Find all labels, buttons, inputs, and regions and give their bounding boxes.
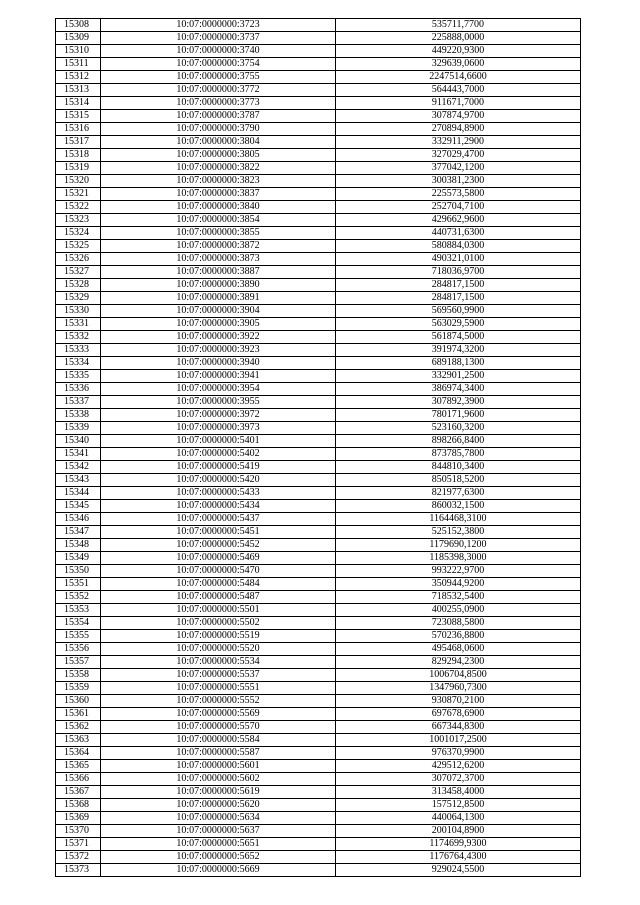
- row-number-cell: 15346: [56, 513, 101, 526]
- cadastral-number-cell: 10:07:0000000:3887: [101, 266, 336, 279]
- cadastral-number-cell: 10:07:0000000:5519: [101, 630, 336, 643]
- cadastral-number-cell: 10:07:0000000:5552: [101, 695, 336, 708]
- cadastral-number-cell: 10:07:0000000:3954: [101, 383, 336, 396]
- cadastral-number-cell: 10:07:0000000:5534: [101, 656, 336, 669]
- cadastral-number-cell: 10:07:0000000:5433: [101, 487, 336, 500]
- row-number-cell: 15360: [56, 695, 101, 708]
- table-row: [56, 214, 581, 227]
- row-number-cell: 15344: [56, 487, 101, 500]
- row-number-cell: 15367: [56, 786, 101, 799]
- value-cell: 391974,3200: [336, 344, 581, 357]
- cadastral-number-cell: 10:07:0000000:3837: [101, 188, 336, 201]
- cadastral-number-cell: 10:07:0000000:3740: [101, 45, 336, 58]
- table-row: [56, 747, 581, 760]
- row-number-cell: 15345: [56, 500, 101, 513]
- row-number-cell: 15370: [56, 825, 101, 838]
- row-number-cell: 15361: [56, 708, 101, 721]
- cadastral-number-cell: 10:07:0000000:3940: [101, 357, 336, 370]
- cadastral-number-cell: 10:07:0000000:3891: [101, 292, 336, 305]
- row-number-cell: 15357: [56, 656, 101, 669]
- value-cell: 332911,2900: [336, 136, 581, 149]
- row-number-cell: 15363: [56, 734, 101, 747]
- table-row: [56, 786, 581, 799]
- cadastral-number-cell: 10:07:0000000:3905: [101, 318, 336, 331]
- row-number-cell: 15319: [56, 162, 101, 175]
- table-row: [56, 591, 581, 604]
- row-number-cell: 15343: [56, 474, 101, 487]
- table-row: [56, 188, 581, 201]
- row-number-cell: 15352: [56, 591, 101, 604]
- table-row: [56, 409, 581, 422]
- value-cell: 697678,6900: [336, 708, 581, 721]
- value-cell: 564443,7000: [336, 84, 581, 97]
- value-cell: 440064,1300: [336, 812, 581, 825]
- value-cell: 976370,9900: [336, 747, 581, 760]
- table-row: [56, 370, 581, 383]
- value-cell: 860032,1500: [336, 500, 581, 513]
- cadastral-number-cell: 10:07:0000000:5452: [101, 539, 336, 552]
- row-number-cell: 15337: [56, 396, 101, 409]
- value-cell: 1006704,8500: [336, 669, 581, 682]
- table-row: [56, 656, 581, 669]
- value-cell: 386974,3400: [336, 383, 581, 396]
- value-cell: 225573,5800: [336, 188, 581, 201]
- row-number-cell: 15320: [56, 175, 101, 188]
- row-number-cell: 15373: [56, 864, 101, 877]
- cadastral-number-cell: 10:07:0000000:5584: [101, 734, 336, 747]
- row-number-cell: 15354: [56, 617, 101, 630]
- row-number-cell: 15350: [56, 565, 101, 578]
- row-number-cell: 15324: [56, 227, 101, 240]
- table-row: [56, 695, 581, 708]
- value-cell: 718036,9700: [336, 266, 581, 279]
- row-number-cell: 15310: [56, 45, 101, 58]
- cadastral-number-cell: 10:07:0000000:5601: [101, 760, 336, 773]
- value-cell: 873785,7800: [336, 448, 581, 461]
- cadastral-number-cell: 10:07:0000000:5551: [101, 682, 336, 695]
- cadastral-number-cell: 10:07:0000000:5520: [101, 643, 336, 656]
- cadastral-number-cell: 10:07:0000000:3923: [101, 344, 336, 357]
- cadastral-number-cell: 10:07:0000000:5434: [101, 500, 336, 513]
- row-number-cell: 15340: [56, 435, 101, 448]
- cadastral-number-cell: 10:07:0000000:3755: [101, 71, 336, 84]
- value-cell: 1164468,3100: [336, 513, 581, 526]
- table-row: [56, 110, 581, 123]
- value-cell: 1174699,9300: [336, 838, 581, 851]
- table-row: [56, 45, 581, 58]
- value-cell: 535711,7700: [336, 19, 581, 32]
- row-number-cell: 15330: [56, 305, 101, 318]
- value-cell: 667344,8300: [336, 721, 581, 734]
- table-row: [56, 19, 581, 32]
- row-number-cell: 15329: [56, 292, 101, 305]
- table-row: [56, 292, 581, 305]
- table-row: [56, 58, 581, 71]
- table-row: [56, 84, 581, 97]
- value-cell: 821977,6300: [336, 487, 581, 500]
- value-cell: 284817,1500: [336, 279, 581, 292]
- cadastral-number-cell: 10:07:0000000:5619: [101, 786, 336, 799]
- row-number-cell: 15308: [56, 19, 101, 32]
- table-row: [56, 71, 581, 84]
- cadastral-number-cell: 10:07:0000000:3973: [101, 422, 336, 435]
- row-number-cell: 15359: [56, 682, 101, 695]
- table-row: [56, 149, 581, 162]
- cadastral-number-cell: 10:07:0000000:3904: [101, 305, 336, 318]
- cadastral-number-cell: 10:07:0000000:5569: [101, 708, 336, 721]
- value-cell: 2247514,6600: [336, 71, 581, 84]
- row-number-cell: 15328: [56, 279, 101, 292]
- table-row: [56, 227, 581, 240]
- table-row: [56, 123, 581, 136]
- cadastral-number-cell: 10:07:0000000:5634: [101, 812, 336, 825]
- cadastral-number-cell: 10:07:0000000:5651: [101, 838, 336, 851]
- value-cell: 313458,4000: [336, 786, 581, 799]
- row-number-cell: 15311: [56, 58, 101, 71]
- cadastral-number-cell: 10:07:0000000:3854: [101, 214, 336, 227]
- cadastral-number-cell: 10:07:0000000:3823: [101, 175, 336, 188]
- value-cell: 200104,8900: [336, 825, 581, 838]
- cadastral-number-cell: 10:07:0000000:3840: [101, 201, 336, 214]
- row-number-cell: 15338: [56, 409, 101, 422]
- row-number-cell: 15364: [56, 747, 101, 760]
- value-cell: 327029,4700: [336, 149, 581, 162]
- value-cell: 307874,9700: [336, 110, 581, 123]
- value-cell: 284817,1500: [336, 292, 581, 305]
- table-row: [56, 734, 581, 747]
- cadastral-number-cell: 10:07:0000000:5420: [101, 474, 336, 487]
- cadastral-number-cell: 10:07:0000000:3873: [101, 253, 336, 266]
- table-row: [56, 617, 581, 630]
- cadastral-number-cell: 10:07:0000000:3922: [101, 331, 336, 344]
- table-row: [56, 201, 581, 214]
- table-row: [56, 643, 581, 656]
- value-cell: 332901,2500: [336, 370, 581, 383]
- value-cell: 270894,8900: [336, 123, 581, 136]
- table-row: [56, 500, 581, 513]
- value-cell: 525152,3800: [336, 526, 581, 539]
- value-cell: 490321,0100: [336, 253, 581, 266]
- cadastral-number-cell: 10:07:0000000:3787: [101, 110, 336, 123]
- table-row: [56, 825, 581, 838]
- table-body: [56, 19, 581, 877]
- cadastral-number-cell: 10:07:0000000:5570: [101, 721, 336, 734]
- row-number-cell: 15323: [56, 214, 101, 227]
- cadastral-number-cell: 10:07:0000000:5669: [101, 864, 336, 877]
- table-row: [56, 266, 581, 279]
- table-row: [56, 682, 581, 695]
- table-row: [56, 32, 581, 45]
- table-row: [56, 461, 581, 474]
- row-number-cell: 15368: [56, 799, 101, 812]
- row-number-cell: 15362: [56, 721, 101, 734]
- table-row: [56, 331, 581, 344]
- row-number-cell: 15349: [56, 552, 101, 565]
- value-cell: 911671,7000: [336, 97, 581, 110]
- cadastral-number-cell: 10:07:0000000:5637: [101, 825, 336, 838]
- row-number-cell: 15322: [56, 201, 101, 214]
- value-cell: 829294,2300: [336, 656, 581, 669]
- row-number-cell: 15312: [56, 71, 101, 84]
- value-cell: 300381,2300: [336, 175, 581, 188]
- row-number-cell: 15372: [56, 851, 101, 864]
- row-number-cell: 15336: [56, 383, 101, 396]
- table-row: [56, 175, 581, 188]
- value-cell: 929024,5500: [336, 864, 581, 877]
- row-number-cell: 15314: [56, 97, 101, 110]
- table-row: [56, 565, 581, 578]
- table-row: [56, 487, 581, 500]
- table-row: [56, 773, 581, 786]
- cadastral-number-cell: 10:07:0000000:5437: [101, 513, 336, 526]
- table-row: [56, 253, 581, 266]
- table-row: [56, 864, 581, 877]
- cadastral-number-cell: 10:07:0000000:3723: [101, 19, 336, 32]
- value-cell: 844810,3400: [336, 461, 581, 474]
- table-row: [56, 344, 581, 357]
- table-row: [56, 279, 581, 292]
- table-row: [56, 513, 581, 526]
- cadastral-number-cell: 10:07:0000000:5537: [101, 669, 336, 682]
- value-cell: 850518,5200: [336, 474, 581, 487]
- value-cell: 157512,8500: [336, 799, 581, 812]
- cadastral-number-cell: 10:07:0000000:5470: [101, 565, 336, 578]
- table-row: [56, 578, 581, 591]
- table-row: [56, 448, 581, 461]
- value-cell: 400255,0900: [336, 604, 581, 617]
- row-number-cell: 15348: [56, 539, 101, 552]
- cadastral-number-cell: 10:07:0000000:5620: [101, 799, 336, 812]
- value-cell: 429662,9600: [336, 214, 581, 227]
- value-cell: 563029,5900: [336, 318, 581, 331]
- table-row: [56, 526, 581, 539]
- row-number-cell: 15365: [56, 760, 101, 773]
- table-row: [56, 435, 581, 448]
- value-cell: 689188,1300: [336, 357, 581, 370]
- row-number-cell: 15335: [56, 370, 101, 383]
- row-number-cell: 15333: [56, 344, 101, 357]
- row-number-cell: 15316: [56, 123, 101, 136]
- value-cell: 449220,9300: [336, 45, 581, 58]
- row-number-cell: 15369: [56, 812, 101, 825]
- cadastral-number-cell: 10:07:0000000:5587: [101, 747, 336, 760]
- cadastral-number-cell: 10:07:0000000:3941: [101, 370, 336, 383]
- value-cell: 252704,7100: [336, 201, 581, 214]
- row-number-cell: 15315: [56, 110, 101, 123]
- cadastral-number-cell: 10:07:0000000:3955: [101, 396, 336, 409]
- cadastral-number-cell: 10:07:0000000:3855: [101, 227, 336, 240]
- table-row: [56, 669, 581, 682]
- table-row: [56, 162, 581, 175]
- value-cell: 780171,9600: [336, 409, 581, 422]
- cadastral-number-cell: 10:07:0000000:3754: [101, 58, 336, 71]
- value-cell: 440731,6300: [336, 227, 581, 240]
- value-cell: 898266,8400: [336, 435, 581, 448]
- table-row: [56, 136, 581, 149]
- table-row: [56, 474, 581, 487]
- table-row: [56, 838, 581, 851]
- row-number-cell: 15355: [56, 630, 101, 643]
- cadastral-number-cell: 10:07:0000000:5401: [101, 435, 336, 448]
- value-cell: 329639,0600: [336, 58, 581, 71]
- cadastral-number-cell: 10:07:0000000:3772: [101, 84, 336, 97]
- cadastral-number-cell: 10:07:0000000:3822: [101, 162, 336, 175]
- cadastral-number-cell: 10:07:0000000:5402: [101, 448, 336, 461]
- cadastral-number-cell: 10:07:0000000:5419: [101, 461, 336, 474]
- cadastral-number-cell: 10:07:0000000:3773: [101, 97, 336, 110]
- value-cell: 523160,3200: [336, 422, 581, 435]
- table-row: [56, 97, 581, 110]
- table-row: [56, 760, 581, 773]
- table-row: [56, 539, 581, 552]
- cadastral-number-cell: 10:07:0000000:5484: [101, 578, 336, 591]
- value-cell: 580884,0300: [336, 240, 581, 253]
- cadastral-number-cell: 10:07:0000000:5451: [101, 526, 336, 539]
- table-row: [56, 383, 581, 396]
- cadastral-number-cell: 10:07:0000000:3804: [101, 136, 336, 149]
- value-cell: 495468,0600: [336, 643, 581, 656]
- row-number-cell: 15326: [56, 253, 101, 266]
- value-cell: 570236,8800: [336, 630, 581, 643]
- table-row: [56, 318, 581, 331]
- value-cell: 225888,0000: [336, 32, 581, 45]
- value-cell: 718532,5400: [336, 591, 581, 604]
- value-cell: 569560,9900: [336, 305, 581, 318]
- cadastral-number-cell: 10:07:0000000:5652: [101, 851, 336, 864]
- cadastral-number-cell: 10:07:0000000:3872: [101, 240, 336, 253]
- data-table-container: [55, 18, 580, 877]
- row-number-cell: 15358: [56, 669, 101, 682]
- table-row: [56, 305, 581, 318]
- cadastral-number-cell: 10:07:0000000:5602: [101, 773, 336, 786]
- cadastral-number-cell: 10:07:0000000:3972: [101, 409, 336, 422]
- value-cell: 307892,3900: [336, 396, 581, 409]
- value-cell: 993222,9700: [336, 565, 581, 578]
- row-number-cell: 15341: [56, 448, 101, 461]
- row-number-cell: 15309: [56, 32, 101, 45]
- cadastral-number-cell: 10:07:0000000:5502: [101, 617, 336, 630]
- row-number-cell: 15339: [56, 422, 101, 435]
- value-cell: 307072,3700: [336, 773, 581, 786]
- table-row: [56, 604, 581, 617]
- value-cell: 350944,9200: [336, 578, 581, 591]
- value-cell: 1176764,4300: [336, 851, 581, 864]
- row-number-cell: 15313: [56, 84, 101, 97]
- row-number-cell: 15342: [56, 461, 101, 474]
- row-number-cell: 15332: [56, 331, 101, 344]
- cadastral-number-cell: 10:07:0000000:5501: [101, 604, 336, 617]
- value-cell: 1179690,1200: [336, 539, 581, 552]
- table-row: [56, 721, 581, 734]
- row-number-cell: 15366: [56, 773, 101, 786]
- table-row: [56, 422, 581, 435]
- value-cell: 429512,6200: [336, 760, 581, 773]
- table-row: [56, 851, 581, 864]
- table-row: [56, 396, 581, 409]
- row-number-cell: 15347: [56, 526, 101, 539]
- table-row: [56, 630, 581, 643]
- value-cell: 723088,5800: [336, 617, 581, 630]
- value-cell: 1185398,3000: [336, 552, 581, 565]
- row-number-cell: 15321: [56, 188, 101, 201]
- table-row: [56, 799, 581, 812]
- row-number-cell: 15325: [56, 240, 101, 253]
- table-row: [56, 552, 581, 565]
- value-cell: 1347960,7300: [336, 682, 581, 695]
- table-row: [56, 812, 581, 825]
- value-cell: 1001017,2500: [336, 734, 581, 747]
- cadastral-number-cell: 10:07:0000000:3790: [101, 123, 336, 136]
- row-number-cell: 15351: [56, 578, 101, 591]
- cadastral-number-cell: 10:07:0000000:3890: [101, 279, 336, 292]
- cadastral-number-cell: 10:07:0000000:3737: [101, 32, 336, 45]
- table-row: [56, 240, 581, 253]
- row-number-cell: 15371: [56, 838, 101, 851]
- row-number-cell: 15331: [56, 318, 101, 331]
- value-cell: 561874,5000: [336, 331, 581, 344]
- row-number-cell: 15356: [56, 643, 101, 656]
- table-row: [56, 357, 581, 370]
- value-cell: 930870,2100: [336, 695, 581, 708]
- row-number-cell: 15353: [56, 604, 101, 617]
- row-number-cell: 15327: [56, 266, 101, 279]
- cadastral-number-cell: 10:07:0000000:3805: [101, 149, 336, 162]
- row-number-cell: 15317: [56, 136, 101, 149]
- data-table: [55, 18, 581, 877]
- value-cell: 377042,1200: [336, 162, 581, 175]
- cadastral-number-cell: 10:07:0000000:5487: [101, 591, 336, 604]
- row-number-cell: 15334: [56, 357, 101, 370]
- row-number-cell: 15318: [56, 149, 101, 162]
- cadastral-number-cell: 10:07:0000000:5469: [101, 552, 336, 565]
- table-row: [56, 708, 581, 721]
